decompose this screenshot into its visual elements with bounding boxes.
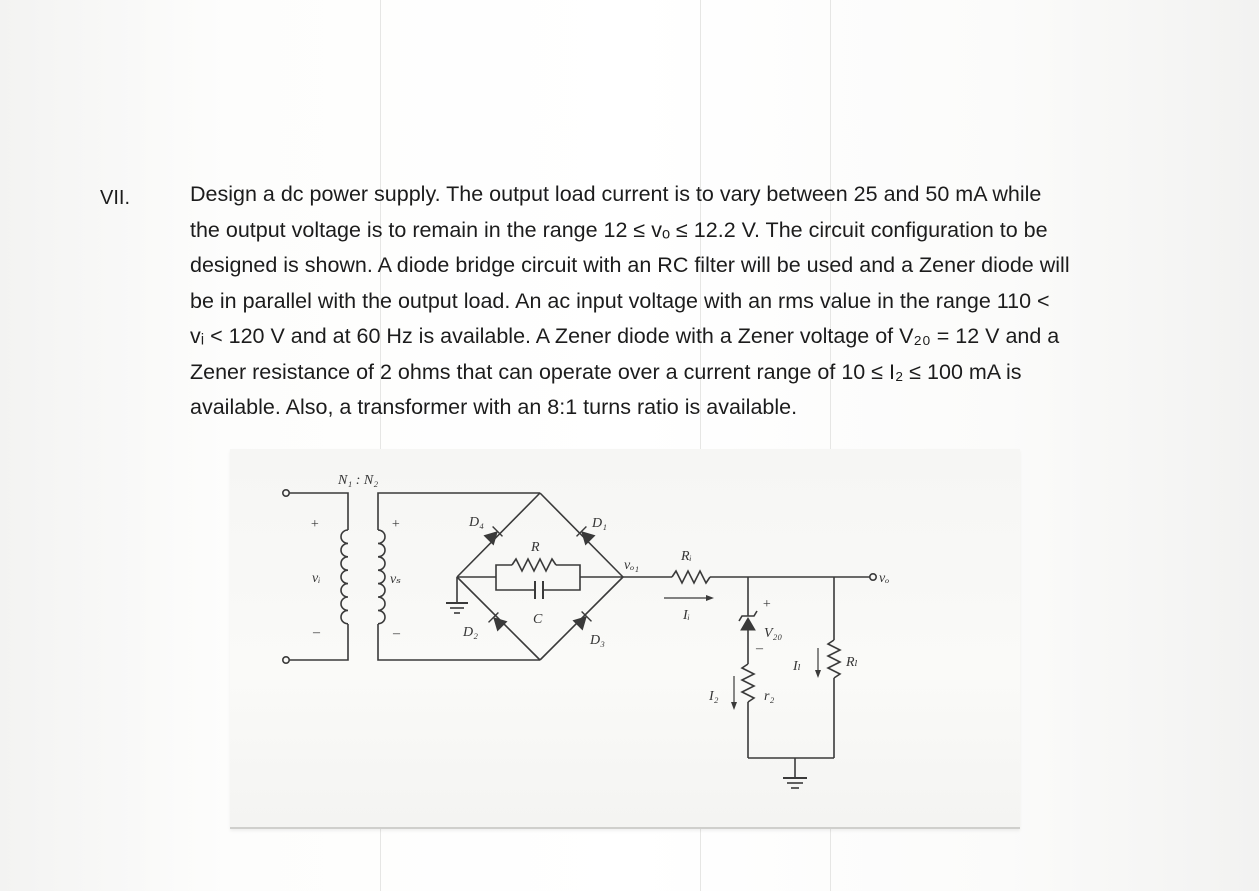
ri-label: Rᵢ: [681, 549, 692, 564]
r-label: R: [531, 540, 540, 555]
output-terminal: [870, 574, 876, 580]
il-label: Iₗ: [793, 659, 802, 674]
capacitor-left-lead: [496, 577, 535, 590]
input-terminal-top: [283, 490, 289, 496]
problem-number: VII.: [100, 187, 131, 209]
vo-label: vₒ: [879, 571, 890, 586]
d4-label: D₄: [469, 515, 484, 530]
arrow-head: [815, 670, 821, 678]
series-resistor-ri: [672, 571, 710, 583]
iz-label: I₂: [709, 689, 719, 704]
primary-plus: +: [310, 517, 320, 532]
zener-diode: [741, 618, 755, 630]
arrow-head: [706, 595, 714, 601]
statement-line: available. Also, a transformer with an 8:1 turns ratio is available.: [190, 395, 798, 419]
secondary-plus: +: [391, 517, 401, 532]
vi-label: vᵢ: [312, 571, 321, 586]
d1-label: D₁: [592, 516, 607, 531]
statement-line: Zener resistance of 2 ohms that can operate over a current range of 10 ≤ I₂ ≤ 100 mA is: [190, 359, 1022, 384]
arrow-head: [731, 702, 737, 710]
secondary-lead-bottom: [378, 624, 540, 660]
secondary-lead-top: [378, 493, 540, 530]
diode-d2: [489, 613, 507, 631]
statement-line: be in parallel with the output load. An ac input voltage with an rms value in the range 110 <: [190, 288, 1050, 313]
diode-d3: [573, 612, 591, 630]
primary-minus: –: [313, 625, 320, 640]
capacitor-right-lead: [543, 577, 580, 590]
load-resistor-rl: [828, 640, 840, 678]
diode-d4: [484, 527, 502, 545]
input-terminal-bottom: [283, 657, 289, 663]
rc-left-lead: [496, 565, 512, 577]
d2-label: D₂: [463, 625, 478, 640]
zener-resistance-rz: [742, 664, 754, 702]
bridge-arm-d1: [540, 493, 623, 577]
primary-winding: [341, 530, 348, 624]
rc-right-lead: [556, 565, 580, 577]
turns-ratio-label: N₁ : N₂: [338, 473, 379, 488]
d3-label: D₃: [590, 633, 605, 648]
rl-label: Rₗ: [846, 655, 858, 670]
vzo-label: V₂₀: [764, 626, 783, 641]
statement-line: designed is shown. A diode bridge circuit with an RC filter will be used and a Zener diode will: [190, 253, 1070, 277]
zener-minus: –: [756, 641, 763, 656]
statement-line: Design a dc power supply. The output load current is to vary between 25 and 50 mA while: [190, 182, 1042, 206]
statement-line: vᵢ < 120 V and at 60 Hz is available. A Zener diode with a Zener voltage of V₂₀ = 12 V and a: [190, 324, 1060, 348]
filter-resistor-r: [512, 559, 556, 571]
statement-line: the output voltage is to remain in the range 12 ≤ vₒ ≤ 12.2 V. The circuit configuration to be: [190, 217, 1048, 242]
vo1-label: vₒ₁: [624, 558, 640, 573]
vs-label: vₛ: [390, 572, 401, 587]
rz-label: r₂: [764, 689, 775, 704]
c-label: C: [533, 612, 543, 627]
zener-plus: +: [762, 597, 772, 612]
ii-label: Iᵢ: [683, 608, 690, 623]
secondary-winding: [378, 530, 385, 624]
secondary-minus: –: [393, 626, 400, 641]
